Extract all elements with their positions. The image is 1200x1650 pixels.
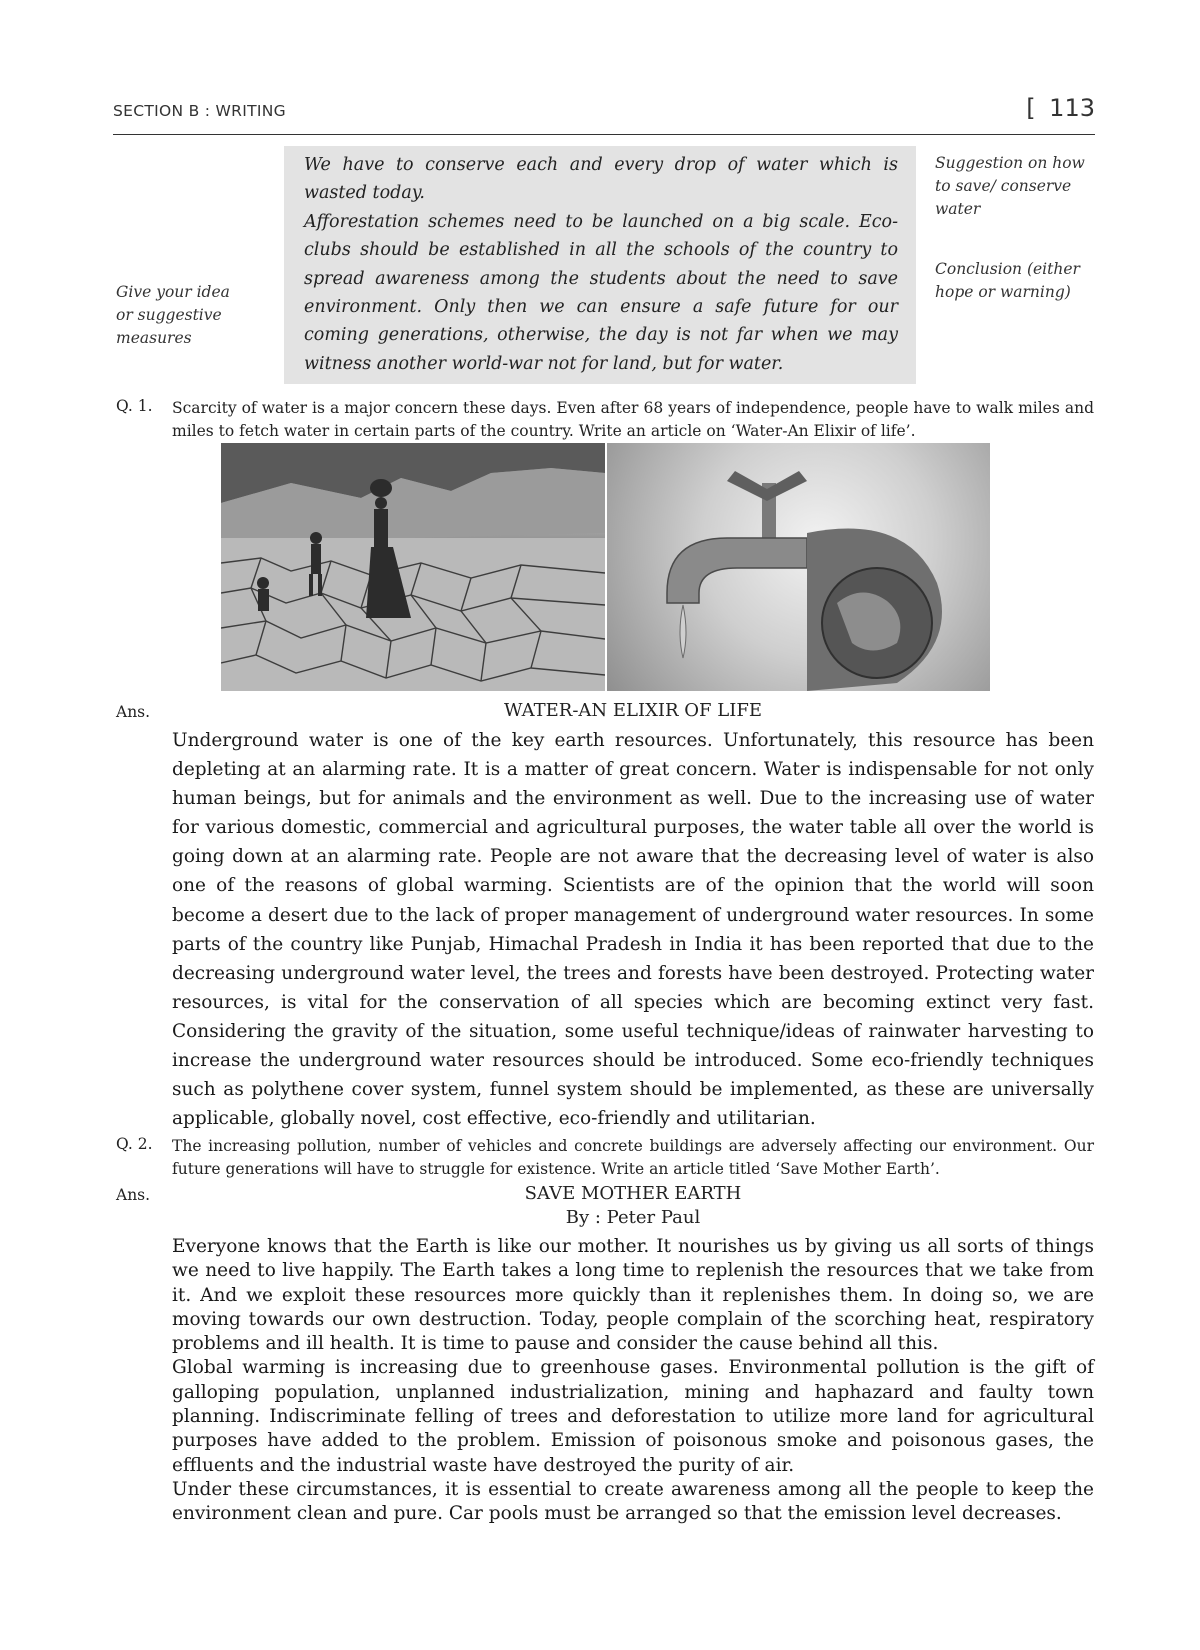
margin-note-conclusion: Conclusion (either hope or warning) bbox=[935, 260, 1080, 301]
section-title: SECTION B : WRITING bbox=[113, 102, 286, 120]
answer-2-label: Ans. bbox=[116, 1186, 151, 1204]
question-2-label: Q. 2. bbox=[116, 1135, 153, 1153]
sample-line-2: Afforestation schemes need to be launched on a big scale. Eco-clubs should be established in all the schools of the country to spread awareness among the students about the need to save environment. Only then we can ensure a safe future for our coming generations, otherwise, the day is not far when we may witness another world-war not for land, but for water. bbox=[304, 211, 898, 374]
tap-globe-photo bbox=[607, 443, 990, 691]
answer-2-paragraph-1: Everyone knows that the Earth is like our mother. It nourishes us by giving us all sorts of things we need to live happily. The Earth takes a long time to replenish the resources that we take from it. And we exploit these resources more quickly than it replenishes them. In doing so, we are moving towards our own destruction. Today, people complain of the scorching heat, respiratory problems and ill health. It is time to pause and consider the cause behind all this. bbox=[172, 1236, 1094, 1355]
question-1-label: Q. 1. bbox=[116, 397, 153, 415]
answer-2-paragraph-2: Global warming is increasing due to greenhouse gases. Environmental pollution is the gift of galloping population, unplanned industrialization, mining and haphazard and faulty town planning. Indiscriminate felling of trees and deforestation to utilize more land for agricultural purposes have added to the problem. Emission of poisonous smoke and poisonous gases, the effluents and the industrial waste have destroyed the purity of air. bbox=[172, 1357, 1094, 1476]
answer-2-title: SAVE MOTHER EARTH bbox=[524, 1183, 742, 1204]
answer-2-paragraph-3: Under these circumstances, it is essential to create awareness among all the people to keep the environment clean and pure. Car pools must be arranged so that the emission level decreases. bbox=[172, 1478, 1094, 1525]
question-2-text: The increasing pollution, number of vehicles and concrete buildings are adversely affecting our environment. Our future generations will have to struggle for existence. Write an article titled ‘Save Mother Earth’. bbox=[172, 1137, 1094, 1178]
question-1-text: Scarcity of water is a major concern these days. Even after 68 years of independence, people have to walk miles and miles to fetch water in certain parts of the country. Write an article on ‘Water-An Elixir of life’. bbox=[172, 399, 1094, 440]
sample-article-text bbox=[304, 151, 898, 378]
answer-1-body: Underground water is one of the key earth resources. Unfortunately, this resource has been depleting at an alarming rate. It is a matter of great concern. Water is indispensable for not only human beings, but for animals and the environment as well. Due to the increasing use of water for various domestic, commercial and agricultural purposes, the water table all over the world is going down at an alarming rate. People are not aware that the decreasing level of water is also one of the reasons of global warming. Scientists are of the opinion that the world will soon become a desert due to the lack of proper management of underground water resources. In some parts of the country like Punjab, Himachal Pradesh in India it has been reported that due to the decreasing underground water level, the trees and forests have been destroyed. Protecting water resources, is vital for the conservation of all species which are becoming extinct very fast. Considering the gravity of the situation, some useful technique/ideas of rainwater harvesting to increase the underground water resources should be introduced. Some eco-friendly techniques such as polythene cover system, funnel system should be implemented, as these are universally applicable, globally novel, cost effective, eco-friendly and utilitarian. bbox=[172, 730, 1094, 1130]
illustration-images bbox=[221, 443, 990, 691]
answer-1-label: Ans. bbox=[116, 703, 151, 721]
sample-line-1: We have to conserve each and every drop of water which is wasted today. bbox=[304, 155, 898, 204]
drought-photo bbox=[221, 443, 605, 691]
margin-note-idea: Give your idea or suggestive measures bbox=[116, 283, 230, 347]
margin-note-suggestion: Suggestion on how to save/ conserve water bbox=[935, 154, 1085, 218]
page-number: [ 113 bbox=[1026, 94, 1095, 122]
page-header bbox=[113, 88, 1095, 135]
answer-2-body bbox=[172, 1235, 1094, 1527]
answer-1-title: WATER-AN ELIXIR OF LIFE bbox=[504, 700, 762, 721]
answer-2-byline: By : Peter Paul bbox=[565, 1207, 701, 1228]
